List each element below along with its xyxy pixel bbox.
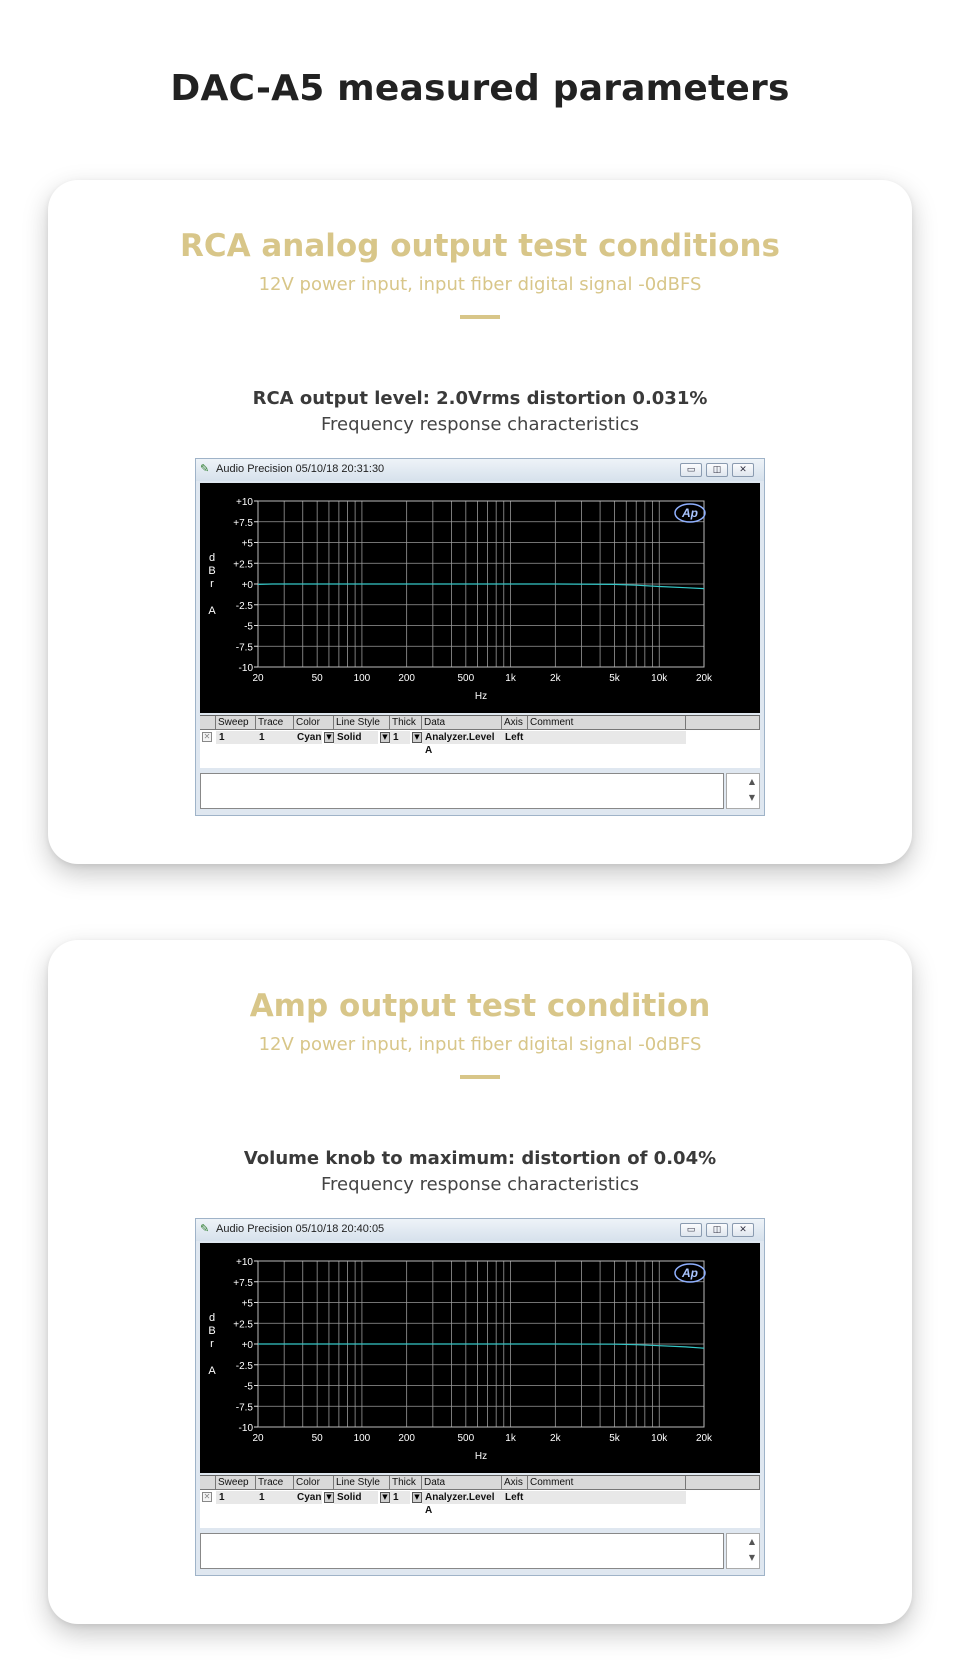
y-tick-label: +5 <box>241 1298 253 1310</box>
chevron-down-icon[interactable]: ▼ <box>380 1492 390 1503</box>
table-cell[interactable]: 1 <box>256 1491 294 1504</box>
trace-table <box>200 715 760 768</box>
trace-table <box>200 1475 760 1528</box>
close-icon[interactable]: ✕ <box>732 1223 754 1237</box>
chevron-down-icon[interactable]: ▼ <box>380 732 390 743</box>
window-titlebar[interactable] <box>196 1219 764 1241</box>
x-tick-label: 5k <box>609 1433 620 1444</box>
x-tick-label: 10k <box>651 1433 668 1444</box>
comment-box[interactable] <box>200 1533 724 1569</box>
x-tick-label: 20k <box>695 673 713 684</box>
table-cell[interactable]: Left <box>502 1491 528 1504</box>
table-header[interactable]: Line Style <box>334 1476 390 1490</box>
table-header-blank <box>686 716 760 730</box>
y-tick-label: -2.5 <box>235 1360 253 1372</box>
table-header[interactable]: Data <box>422 716 502 730</box>
x-tick-label: 2k <box>550 673 561 684</box>
table-header[interactable]: Comment <box>528 716 686 730</box>
table-cell[interactable]: 1 <box>216 731 256 744</box>
x-tick-label: 10k <box>651 673 668 684</box>
x-axis-label: Hz <box>474 1451 488 1462</box>
table-cell[interactable]: 1 <box>256 731 294 744</box>
table-header[interactable]: Data <box>422 1476 502 1490</box>
y-tick-label: +10 <box>236 1257 253 1268</box>
chevron-down-icon[interactable]: ▼ <box>324 1492 334 1503</box>
frequency-response-plot <box>200 483 760 713</box>
series-line <box>258 1344 704 1348</box>
y-axis-label-char: d <box>208 552 216 564</box>
frequency-response-plot <box>200 1243 760 1473</box>
window-title: Audio Precision 05/10/18 20:31:30 <box>216 463 385 475</box>
spec-subline: Frequency response characteristics <box>320 1174 640 1195</box>
y-tick-label: -5 <box>244 1381 253 1393</box>
table-header[interactable]: Thick <box>390 1476 422 1490</box>
table-cell[interactable]: Cyan <box>294 731 322 744</box>
x-tick-label: 50 <box>311 1433 323 1444</box>
y-axis-label-char: d <box>208 1312 216 1324</box>
y-axis-label-char: r <box>210 578 214 590</box>
x-tick-label: 100 <box>353 673 371 684</box>
card-title: Amp output test condition <box>249 988 711 1024</box>
y-tick-label: +7.5 <box>233 517 253 529</box>
table-header[interactable]: Color <box>294 716 334 730</box>
frequency-response-chart <box>200 1243 760 1473</box>
y-tick-label: -10 <box>238 663 253 674</box>
y-tick-label: -7.5 <box>235 642 253 654</box>
x-tick-label: 500 <box>457 1433 475 1444</box>
table-cell[interactable] <box>528 1491 686 1504</box>
ap-app-icon: ✎ <box>200 462 210 475</box>
chevron-down-icon[interactable]: ▼ <box>412 732 422 743</box>
table-header-blank <box>686 1476 760 1490</box>
chevron-down-icon[interactable]: ▼ <box>412 1492 422 1503</box>
comment-box[interactable] <box>200 773 724 809</box>
window-titlebar[interactable] <box>196 459 764 481</box>
table-cell[interactable]: Cyan <box>294 1491 322 1504</box>
y-axis-label-char: A <box>208 1365 216 1377</box>
table-cell[interactable]: Analyzer.Level A <box>422 731 502 744</box>
y-tick-label: +0 <box>241 1340 253 1351</box>
rca-output-card <box>48 180 912 864</box>
close-icon[interactable]: ✕ <box>732 463 754 477</box>
y-axis-label-char: B <box>208 1325 216 1337</box>
table-cell[interactable]: Left <box>502 731 528 744</box>
table-header[interactable]: Comment <box>528 1476 686 1490</box>
x-tick-label: 20 <box>252 673 264 684</box>
y-tick-label: +2.5 <box>233 1319 253 1331</box>
card-subtitle: 12V power input, input fiber digital signal -0dBFS <box>258 274 702 295</box>
table-header-blank <box>200 1476 216 1490</box>
y-axis-label-char: B <box>208 565 216 577</box>
y-tick-label: +5 <box>241 538 253 550</box>
table-cell[interactable]: 1 <box>390 731 410 744</box>
y-tick-label: +0 <box>241 580 253 591</box>
y-tick-label: -2.5 <box>235 600 253 612</box>
ap-logo <box>675 504 705 522</box>
spec-subline: Frequency response characteristics <box>320 414 640 435</box>
table-header[interactable]: Sweep <box>216 716 256 730</box>
x-tick-label: 200 <box>398 673 416 684</box>
minimize-icon[interactable]: ▭ <box>680 1223 702 1237</box>
y-tick-label: -7.5 <box>235 1402 253 1414</box>
table-header[interactable]: Thick <box>390 716 422 730</box>
table-cell[interactable]: Analyzer.Level A <box>422 1491 502 1504</box>
x-tick-label: 20k <box>695 1433 713 1444</box>
y-axis-label-char: A <box>208 605 216 617</box>
scrollbar[interactable]: ▲ ▼ <box>726 1533 760 1569</box>
minimize-icon[interactable]: ▭ <box>680 463 702 477</box>
table-header[interactable]: Trace <box>256 1476 294 1490</box>
x-tick-label: 50 <box>311 673 323 684</box>
x-tick-label: 2k <box>550 1433 561 1444</box>
table-header[interactable]: Axis <box>502 1476 528 1490</box>
ap-window <box>195 458 765 816</box>
amp-output-card <box>48 940 912 1624</box>
ap-window <box>195 1218 765 1576</box>
table-header[interactable]: Color <box>294 1476 334 1490</box>
ap-logo-text: Ap <box>682 506 698 520</box>
y-tick-label: +7.5 <box>233 1277 253 1289</box>
x-tick-label: 200 <box>398 1433 416 1444</box>
table-header-blank <box>200 716 216 730</box>
series-line <box>258 584 704 589</box>
table-header[interactable]: Sweep <box>216 1476 256 1490</box>
table-cell[interactable]: Solid <box>334 1491 378 1504</box>
card-title: RCA analog output test conditions <box>179 228 780 264</box>
table-cell[interactable]: 1 <box>216 1491 256 1504</box>
y-tick-label: -5 <box>244 621 253 633</box>
table-header[interactable]: Axis <box>502 716 528 730</box>
window-title: Audio Precision 05/10/18 20:40:05 <box>216 1223 385 1235</box>
title-divider <box>460 1075 500 1079</box>
chevron-down-icon[interactable]: ▼ <box>324 732 334 743</box>
table-header[interactable]: Line Style <box>334 716 390 730</box>
x-tick-label: 1k <box>505 673 516 684</box>
trace-checkbox[interactable]: ✕ <box>203 732 211 741</box>
x-axis-label: Hz <box>474 691 488 702</box>
ap-logo <box>675 1264 705 1282</box>
table-cell[interactable]: 1 <box>390 1491 410 1504</box>
restore-icon[interactable]: ◫ <box>706 1223 728 1237</box>
table-cell[interactable]: Solid <box>334 731 378 744</box>
x-tick-label: 100 <box>353 1433 371 1444</box>
ap-logo-text: Ap <box>682 1266 698 1280</box>
card-subtitle: 12V power input, input fiber digital signal -0dBFS <box>258 1034 702 1055</box>
table-header[interactable]: Trace <box>256 716 294 730</box>
restore-icon[interactable]: ◫ <box>706 463 728 477</box>
spec-line: RCA output level: 2.0Vrms distortion 0.031% <box>252 388 708 409</box>
title-divider <box>460 315 500 319</box>
x-tick-label: 1k <box>505 1433 516 1444</box>
x-tick-label: 20 <box>252 1433 264 1444</box>
table-cell[interactable] <box>528 731 686 744</box>
scrollbar[interactable]: ▲ ▼ <box>726 773 760 809</box>
ap-app-icon: ✎ <box>200 1222 210 1235</box>
x-tick-label: 500 <box>457 673 475 684</box>
frequency-response-chart <box>200 483 760 713</box>
page-title: DAC-A5 measured parameters <box>170 68 790 109</box>
trace-checkbox[interactable]: ✕ <box>203 1492 211 1501</box>
spec-line: Volume knob to maximum: distortion of 0.04% <box>243 1148 717 1169</box>
y-tick-label: -10 <box>238 1423 253 1434</box>
y-tick-label: +10 <box>236 497 253 508</box>
y-axis-label-char: r <box>210 1338 214 1350</box>
y-tick-label: +2.5 <box>233 559 253 571</box>
x-tick-label: 5k <box>609 673 620 684</box>
